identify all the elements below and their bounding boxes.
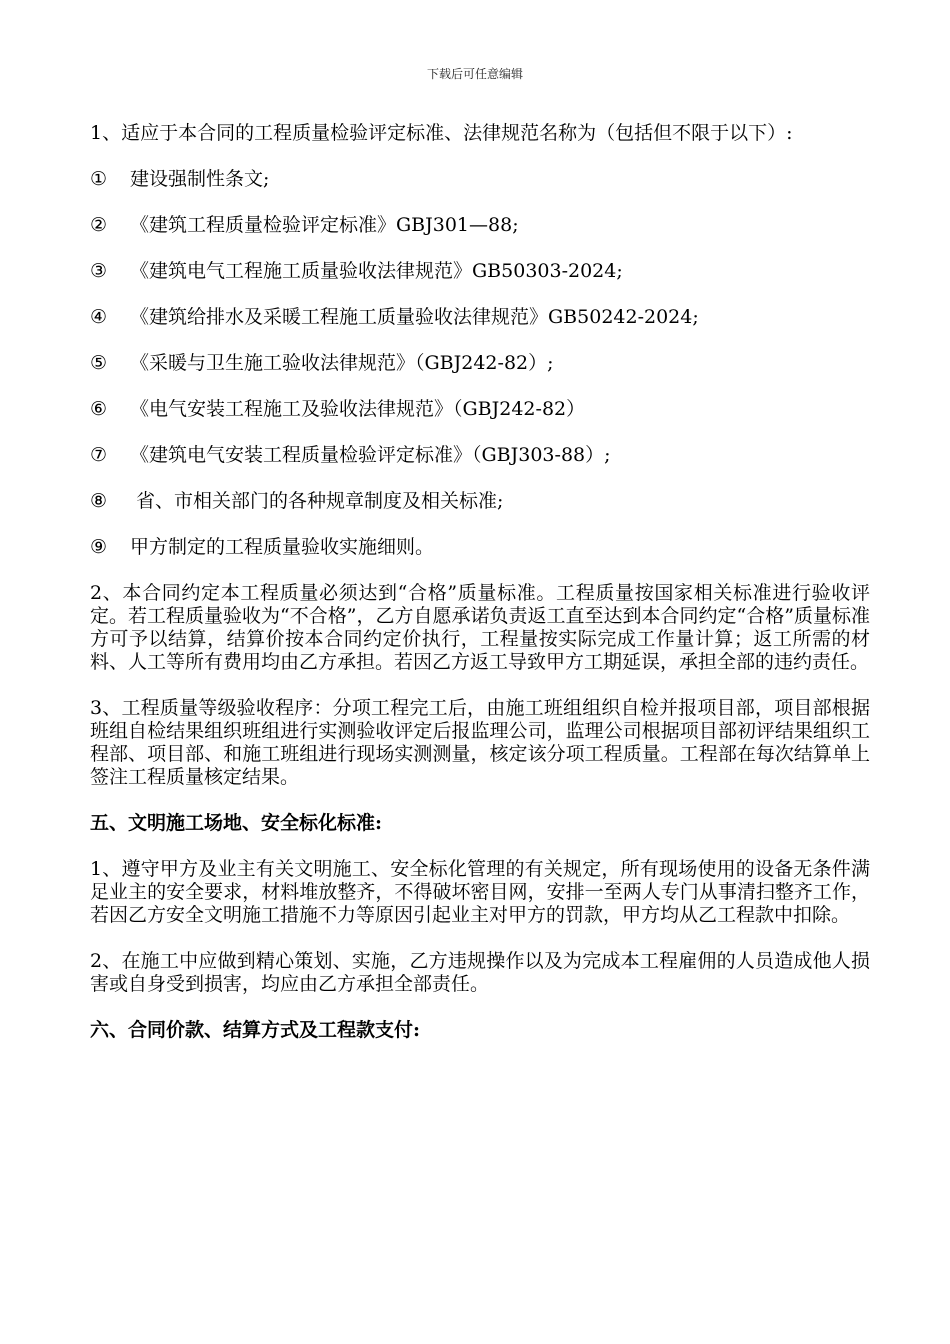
list-text: 《建筑给排水及采暖工程施工质量验收法律规范》GB50242-2024; <box>130 306 699 328</box>
section-heading-contract-price: 六、合同价款、结算方式及工程款支付: <box>90 1019 421 1041</box>
paragraph-standards-intro: 1、适应于本合同的工程质量检验评定标准、法律规范名称为（包括但不限于以下）: <box>90 122 793 144</box>
list-item <box>90 490 870 513</box>
section-heading-civilized-construction: 五、文明施工场地、安全标化标准: <box>90 812 383 834</box>
list-text: 《建筑电气工程施工质量验收法律规范》GB50303-2024; <box>130 260 623 282</box>
list-text: 甲方制定的工程质量验收实施细则。 <box>130 536 435 558</box>
list-text: 建设强制性条文; <box>130 168 270 190</box>
list-text: 《采暖与卫生施工验收法律规范》（GBJ242-82）; <box>130 352 554 374</box>
list-text: 省、市相关部门的各种规章制度及相关标准; <box>130 490 504 512</box>
list-item <box>90 536 870 559</box>
list-number: ④ <box>90 306 108 328</box>
list-number: ① <box>90 168 108 190</box>
paragraph-liability: 2、在施工中应做到精心策划、实施，乙方违规操作以及为完成本工程雇佣的人员造成他人损害或自身受到损害，均应由乙方承担全部责任。 <box>90 950 870 995</box>
page-header: 下载后可任意编辑 <box>426 67 523 81</box>
list-text: 《建筑电气安装工程质量检验评定标准》（GBJ303-88）; <box>130 444 611 466</box>
list-number: ⑧ <box>90 490 108 512</box>
list-item <box>90 306 870 329</box>
document-body <box>90 122 870 1065</box>
list-text: 《建筑工程质量检验评定标准》GBJ301—88; <box>130 214 519 236</box>
list-number: ⑨ <box>90 536 108 558</box>
list-item <box>90 398 870 421</box>
paragraph-acceptance-procedure: 3、工程质量等级验收程序：分项工程完工后，由施工班组组织自检并报项目部，项目部根据班组自检结果组织班组进行实测验收评定后报监理公司，监理公司根据项目部初评结果组织工程部、项目部、和施工班组进行现场实测测量，核定该分项工程质量。工程部在每次结算单上签注工程质量核定结果。 <box>90 697 870 788</box>
list-number: ③ <box>90 260 108 282</box>
list-item <box>90 214 870 237</box>
list-item <box>90 444 870 467</box>
paragraph-quality-standard: 2、本合同约定本工程质量必须达到“合格”质量标准。工程质量按国家相关标准进行验收评定。若工程质量验收为“不合格”，乙方自愿承诺负责返工直至达到本合同约定“合格”质量标准方可予以结算，结算价按本合同约定价执行，工程量按实际完成工作量计算；返工所需的材料、人工等所有费用均由乙方承担。若因乙方返工导致甲方工期延误，承担全部的违约责任。 <box>90 582 870 673</box>
list-item <box>90 260 870 283</box>
list-number: ② <box>90 214 108 236</box>
list-item <box>90 352 870 375</box>
list-item <box>90 168 870 191</box>
list-number: ⑦ <box>90 444 108 466</box>
list-number: ⑤ <box>90 352 108 374</box>
paragraph-site-rules: 1、遵守甲方及业主有关文明施工、安全标化管理的有关规定，所有现场使用的设备无条件满足业主的安全要求，材料堆放整齐，不得破坏密目网，安排一至两人专门从事清扫整齐工作，若因乙方安全文明施工措施不力等原因引起业主对甲方的罚款，甲方均从乙工程款中扣除。 <box>90 858 870 926</box>
list-text: 《电气安装工程施工及验收法律规范》（GBJ242-82） <box>130 398 586 420</box>
list-number: ⑥ <box>90 398 108 420</box>
